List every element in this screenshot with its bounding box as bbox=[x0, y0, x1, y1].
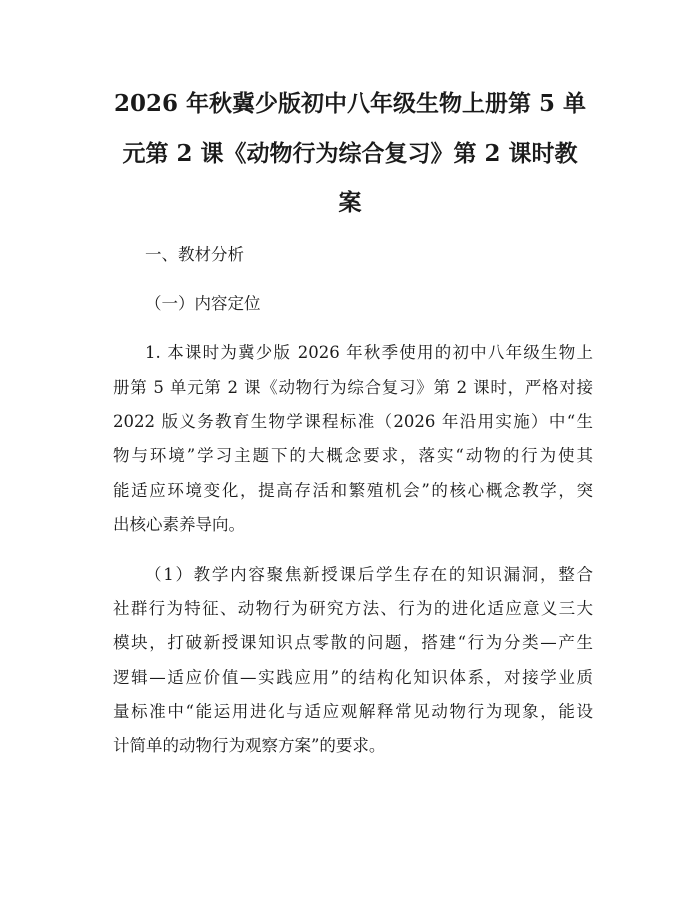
paragraph-2-line-5: 量标准中“能运用进化与适应观解释常见动物行为现象，能设 bbox=[113, 702, 593, 721]
paragraph-1-line-5: 能适应环境变化，提高存活和繁殖机会”的核心概念教学，突 bbox=[113, 481, 593, 500]
paragraph-1-line-3: 2022 版义务教育生物学课程标准（2026 年沿用实施）中“生 bbox=[113, 412, 593, 431]
paragraph-2-line-1: （1）教学内容聚焦新授课后学生存在的知识漏洞，整合 bbox=[145, 565, 593, 584]
subsection-heading: （一）内容定位 bbox=[145, 294, 261, 313]
paragraph-1-line-2: 册第 5 单元第 2 课《动物行为综合复习》第 2 课时，严格对接 bbox=[113, 378, 593, 397]
paragraph-1-line-6: 出核心素养导向。 bbox=[113, 515, 245, 534]
document-title-line-1: 2026 年秋冀少版初中八年级生物上册第 5 单 bbox=[113, 90, 587, 117]
paragraph-1-line-4: 物与环境”学习主题下的大概念要求，落实“动物的行为使其 bbox=[113, 446, 593, 465]
section-heading: 一、教材分析 bbox=[145, 245, 244, 264]
paragraph-2-line-6: 计简单的动物行为观察方案”的要求。 bbox=[113, 736, 386, 755]
paragraph-2-line-4: 逻辑—适应价值—实践应用”的结构化知识体系，对接学业质 bbox=[113, 668, 593, 687]
paragraph-2-line-2: 社群行为特征、动物行为研究方法、行为的进化适应意义三大 bbox=[113, 599, 593, 618]
document-title-line-2: 元第 2 课《动物行为综合复习》第 2 课时教 bbox=[122, 140, 578, 167]
paragraph-1-line-1: 1. 本课时为冀少版 2026 年秋季使用的初中八年级生物上 bbox=[145, 343, 593, 362]
document-title-line-3: 案 bbox=[338, 189, 362, 216]
paragraph-2-line-3: 模块，打破新授课知识点零散的问题，搭建“行为分类—产生 bbox=[113, 633, 593, 652]
